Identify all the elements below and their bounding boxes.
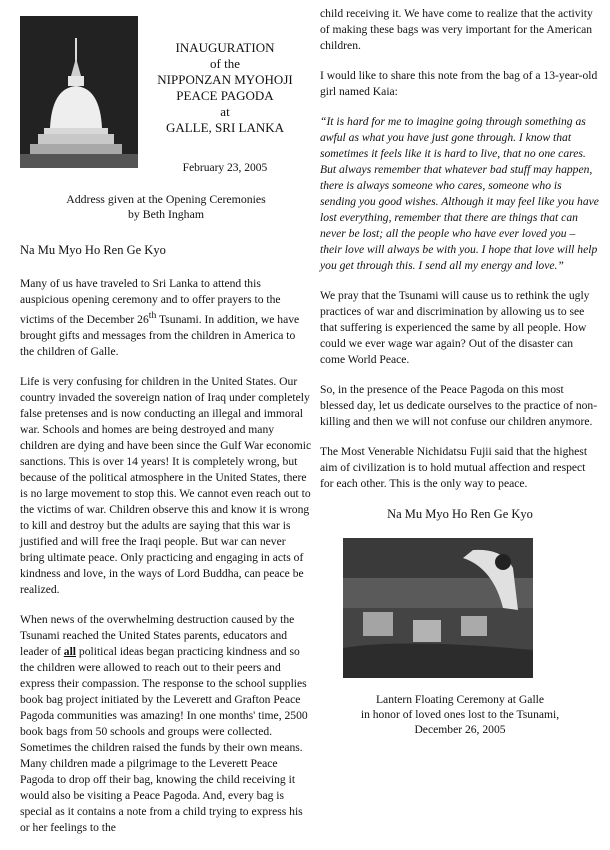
paragraph: The Most Venerable Nichidatsu Fujii said that the highest aim of civilization is to hold mutual affection and respect for each other. This is the only way to peace. <box>320 445 588 490</box>
lantern-image <box>343 538 533 678</box>
chant-left: Na Mu Myo Ho Ren Ge Kyo <box>20 243 166 257</box>
paragraph: I would like to share this note from the bag of a 13-year-old girl named Kaia: <box>320 69 598 98</box>
event-date: February 23, 2005 <box>182 162 268 174</box>
caption-line: Lantern Floating Ceremony at Galle <box>375 693 545 706</box>
paragraph: Life is very confusing for children in the United States. Our country invaded the sovereign nation of Iraq under completely false pretenses and is now conducting an illegal and immoral war. Schools and homes are being destroyed and many children are dying and have been since the Gulf War economic sanctions. This is over 14 years! It is completely wrong, but because of the political atmosphere in the United States, there is no large movement to stop this. We cannot even reach out to the victims of war. Children observe this and know it is wrong to kill and destroy but the adults are saying that this war is justified and will free the Iraqi people. But war can never bring ultimate peace. Only practicing and engaging in acts of kindness and love, in the ways of Lord Buddha, can peace be realized. <box>20 374 312 596</box>
pagoda-image <box>20 16 138 168</box>
paragraph <box>20 276 312 360</box>
paragraph: child receiving it. We have come to realize that the activity of making these bags was very important for the American children. <box>320 7 593 52</box>
superscript: th <box>148 310 157 321</box>
paragraph-text: Many of us have traveled to Sri Lanka to attend this auspicious opening ceremony and to offer prayers to the victims of the December 26 <box>20 277 281 326</box>
title-line: PEACE PAGODA <box>176 88 274 103</box>
title-line: GALLE, SRI LANKA <box>165 120 285 135</box>
caption-line: in honor of loved ones lost to the Tsunami, <box>360 708 560 721</box>
chant-right: Na Mu Myo Ho Ren Ge Kyo <box>387 507 533 521</box>
lantern-photo <box>343 538 533 678</box>
paragraph-text: political ideas began practicing kindness and so the children were allowed to reach out to their peers and express their compassion. The response to the school supplies book bag project initiated by the Leverett and Grafton Peace Pagoda communities was amazing! In one months' time, 2500 book bags from 50 schools and groups were collected. Sometimes the children raised the funds by their own means. Many children made a pilgrimage to the Leverett Peace Pagoda to drop off their bag, knowing the child receiving it would also be visiting a Peace Pagoda. And, every bag is special as it contains a note from a child trying to express his or her feelings to the <box>20 644 308 834</box>
title-line: NIPPONZAN MYOHOJI <box>157 72 293 87</box>
address-heading <box>20 192 312 222</box>
paragraph-text: Tsunami. In addition, we have brought gifts and messages from the children in America to the children of Galle. <box>20 312 300 358</box>
event-title <box>138 14 312 172</box>
pagoda-photo <box>20 16 138 168</box>
paragraph-text: When news of the overwhelming destruction caused by the Tsunami reached the United States parents, educators and leader of <box>20 612 295 658</box>
emphasis-word: all <box>63 644 77 658</box>
address-title: Address given at the Opening Ceremonies <box>66 192 266 206</box>
paragraph: So, in the presence of the Peace Pagoda on this most blessed day, let us dedicate ourselves to the practice of non-killing and then we will not confuse our children anymore. <box>320 383 598 428</box>
kaia-quote: “It is hard for me to imagine going through something as awful as what you have just gone through. I know that sometimes it feels like it is hard to live, that no one cares. But always remember that whatever bad stuff may happen, there is always someone who cares, someone who is sending you good wishes. Although it may feel like you have lost everything, remember that there are things that can never be lost; all the people who have ever loved you – their love will always be with you. I hope that love will help you get through this. I send all my energy and love.” <box>320 115 599 272</box>
header <box>20 14 312 172</box>
paragraph <box>20 612 312 836</box>
paragraph: We pray that the Tsunami will cause us to rethink the ugly practices of war and discrimination by allowing us to see that suffering is experienced the same by all people. How could we ever wage war again? Out of the disaster can come World Peace. <box>320 289 590 366</box>
photo-caption <box>320 692 600 737</box>
right-column <box>320 6 600 737</box>
caption-line: December 26, 2005 <box>414 723 506 736</box>
title-line: at <box>220 104 230 119</box>
title-line: of the <box>210 56 240 71</box>
title-line: INAUGURATION <box>175 40 275 55</box>
address-author: by Beth Ingham <box>127 207 204 221</box>
left-column <box>20 14 312 850</box>
